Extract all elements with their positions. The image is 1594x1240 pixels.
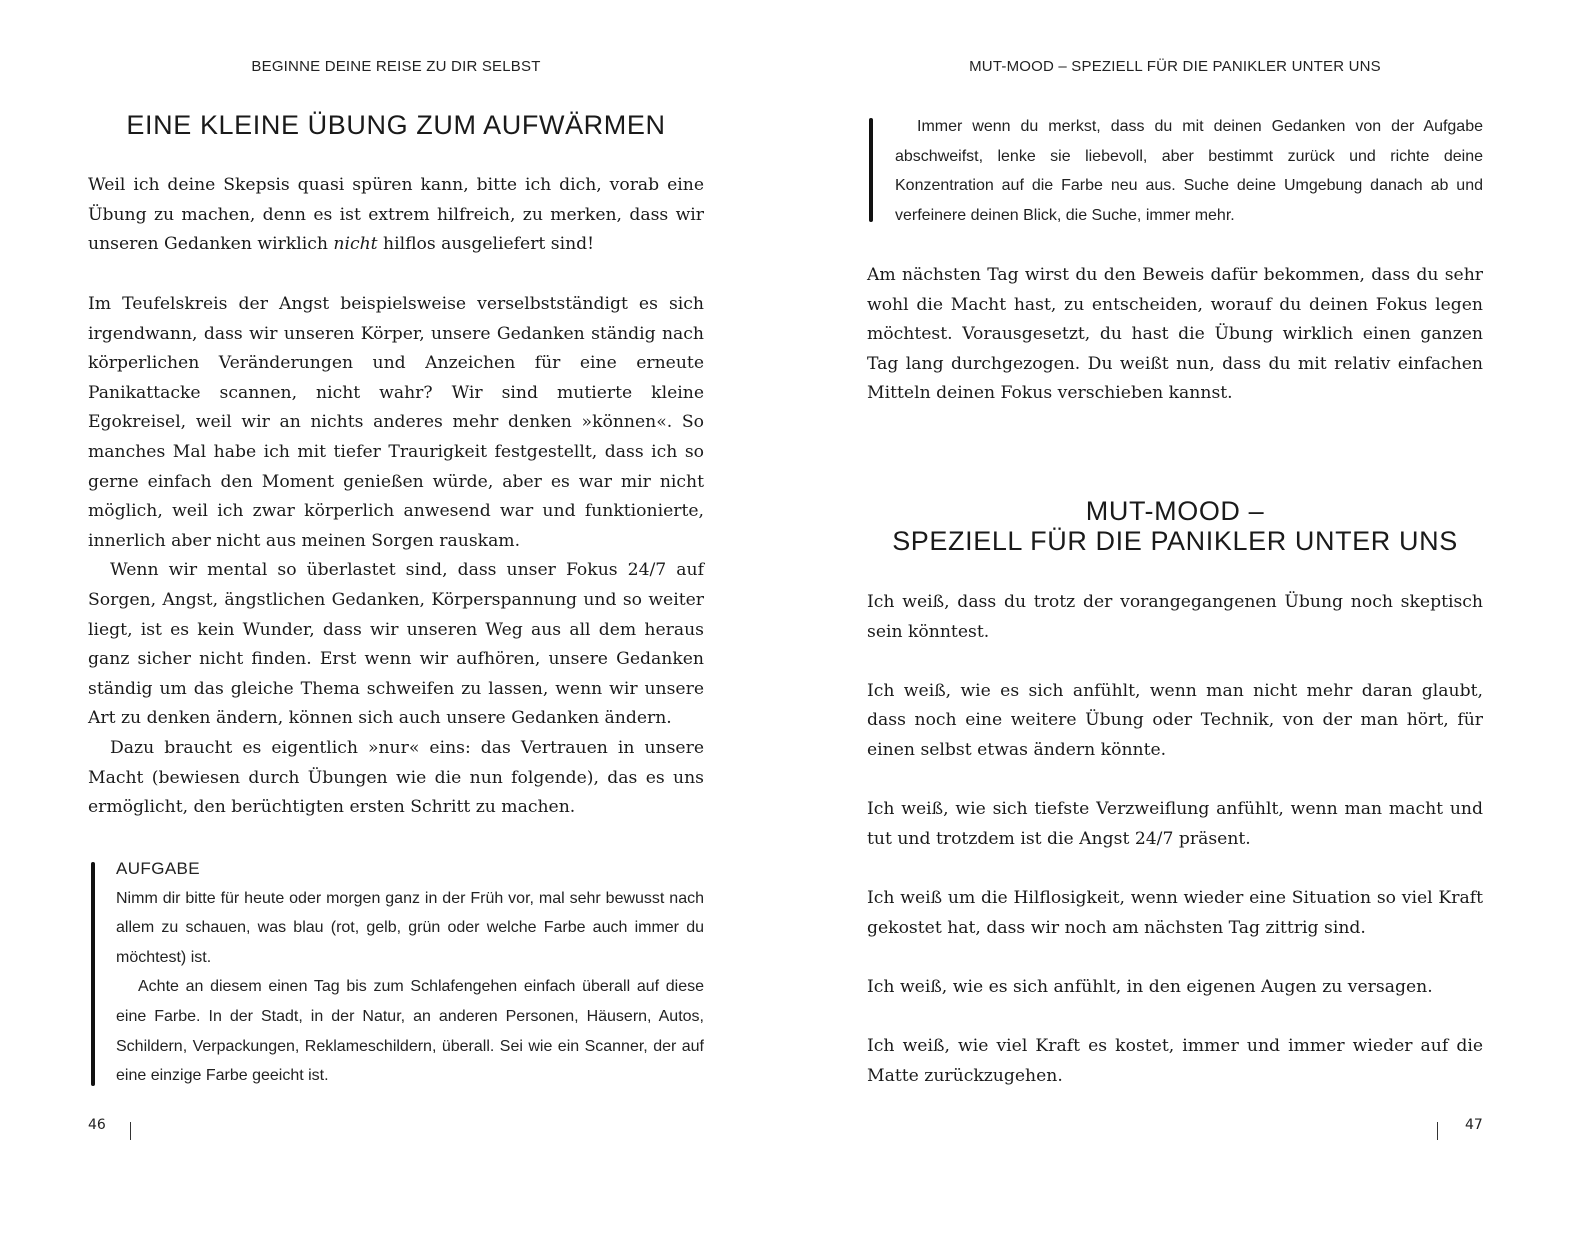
folio-divider <box>1437 1122 1438 1140</box>
chapter-title-right <box>867 496 1483 556</box>
right-page <box>797 0 1594 1240</box>
title-line: SPEZIELL FÜR DIE PANIKLER UNTER UNS <box>892 526 1458 556</box>
paragraph: Am nächsten Tag wirst du den Beweis dafür bekommen, dass du sehr wohl die Macht hast, zu entscheiden, worauf du deinen Fokus legen möchtest. Vorausgesetzt, du hast die Übung wirklich einen ganzen Tag lang durchgezogen. Du weißt nun, dass du mit relativ einfachen Mitteln deinen Fokus verschieben kannst. <box>867 265 1483 404</box>
paragraph: Ich weiß, wie es sich anfühlt, wenn man nicht mehr daran glaubt, dass noch eine weitere Übung oder Technik, von der man hört, für einen selbst etwas ändern könnte. <box>867 680 1483 760</box>
paragraph: Ich weiß, wie sich tiefste Verzweiflung anfühlt, wenn man macht und tut und trotzdem ist die Angst 24/7 präsent. <box>867 799 1483 849</box>
task-paragraph: Nimm dir bitte für heute oder morgen ganz in der Früh vor, mal sehr bewusst nach allem zu schauen, was blau (rot, gelb, grün oder welche Farbe auch immer du möchtest) ist. <box>116 889 704 966</box>
paragraph: Dazu braucht es eigentlich »nur« eins: das Vertrauen in unsere Macht (bewiesen durch Übungen wie die nun folgende), das es uns ermöglicht, den berüchtigten ersten Schritt zu machen. <box>88 737 704 818</box>
page-number-right: 47 <box>1465 1117 1483 1133</box>
paragraph: Ich weiß, wie viel Kraft es kostet, immer und immer wieder auf die Matte zurückzugehen. <box>867 1035 1483 1086</box>
paragraph: Im Teufelskreis der Angst beispielsweise verselbstständigt es sich irgendwann, dass wir unseren Körper, unsere Gedanken ständig nach körperlichen Veränderungen und Anzeichen für eine erneute Panikattacke scannen, nicht wahr? Wir sind mutierte kleine Egokreisel, weil wir an nichts anderes mehr denken »können«. So manches Mal habe ich mit tiefer Traurigkeit festgestellt, dass ich so gerne einfach den Moment genießen würde, aber es war mir nicht möglich, weil ich zwar körperlich anwesend war und funktionierte, innerlich aber nicht aus meinen Sorgen rauskam. <box>88 294 704 551</box>
title-line: MUT-MOOD – <box>1085 496 1265 526</box>
task-margin-rule <box>91 862 95 1086</box>
paragraph: Ich weiß, dass du trotz der vorangegangenen Übung noch skeptisch sein könntest. <box>867 592 1483 642</box>
right-body-main <box>867 588 1483 1091</box>
running-head-left: BEGINNE DEINE REISE ZU DIR SELBST <box>251 58 541 75</box>
task-margin-rule <box>869 118 873 222</box>
paragraph: Ich weiß um die Hilflosigkeit, wenn wieder eine Situation so viel Kraft gekostet hat, dass wir noch am nächsten Tag zittrig sind. <box>867 887 1483 938</box>
chapter-title-left: EINE KLEINE ÜBUNG ZUM AUFWÄRMEN <box>126 110 666 140</box>
right-body-closing <box>867 261 1483 409</box>
left-body-intro <box>88 171 704 260</box>
left-body-main <box>88 290 704 823</box>
paragraph: Wenn wir mental so überlastet sind, dass unser Fokus 24/7 auf Sorgen, Angst, ängstlichen Gedanken, Körperspannung und so weiter liegt, ist es kein Wunder, dass wir unseren Weg aus all dem heraus ganz sicher nicht finden. Erst wenn wir aufhören, unsere Gedanken ständig um das gleiche Thema schweifen zu lassen, wenn wir unsere Art zu denken ändern, können sich auch unsere Gedanken ändern. <box>88 560 704 729</box>
running-head-right: MUT-MOOD – SPEZIELL FÜR DIE PANIKLER UNTER UNS <box>969 58 1381 75</box>
page-number-left: 46 <box>88 1117 106 1133</box>
task-box-continued <box>895 112 1483 230</box>
task-paragraph: Immer wenn du merkst, dass du mit deinen Gedanken von der Aufgabe abschweifst, lenke sie liebevoll, aber bestimmt zurück und richte deine Konzentration auf die Farbe neu aus. Suche deine Umgebung danach ab und verfeinere deinen Blick, die Suche, immer mehr. <box>895 118 1483 224</box>
task-heading: AUFGABE <box>116 859 201 878</box>
intro-emphasis: nicht <box>333 234 378 255</box>
intro-paragraph: Weil ich deine Skepsis quasi spüren kann, bitte ich dich, vorab eine Übung zu machen, denn es ist extrem hilfreich, zu merken, dass wir unseren Gedanken wirklich nicht hilflos ausgeliefert sind! <box>88 175 704 255</box>
task-paragraph: Achte an diesem einen Tag bis zum Schlafengehen einfach überall auf diese eine Farbe. In der Stadt, in der Natur, an anderen Personen, Häusern, Autos, Schildern, Verpackungen, Reklameschildern, überall. Sei wie ein Scanner, der auf eine einzige Farbe geeicht ist. <box>116 978 704 1085</box>
task-box <box>116 854 704 1091</box>
folio-divider <box>130 1122 131 1140</box>
paragraph: Ich weiß, wie es sich anfühlt, in den eigenen Augen zu versagen. <box>867 976 1433 997</box>
